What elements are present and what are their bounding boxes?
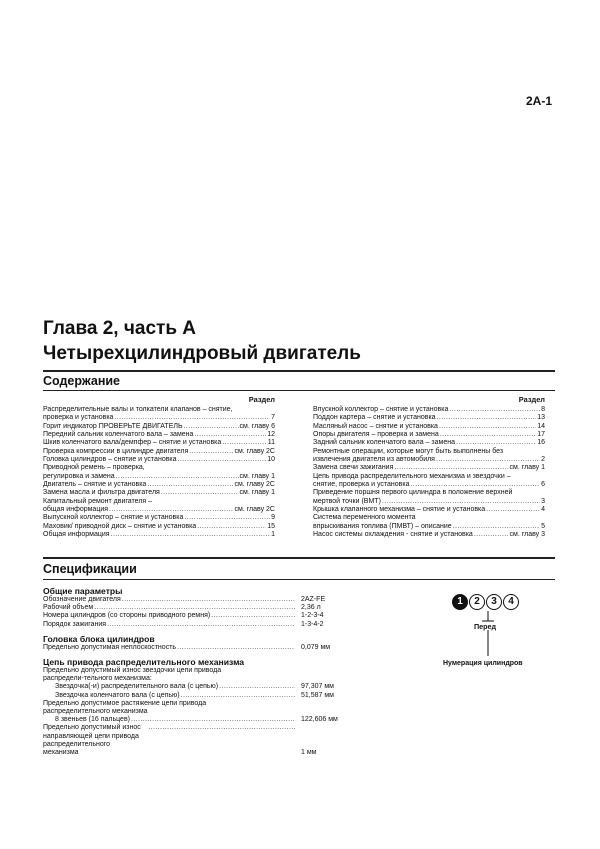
dot-leader <box>449 406 540 414</box>
toc-entry-text: Поддон картера – снятие и установка <box>313 414 436 422</box>
toc-entry-text: Общая информация <box>43 531 110 539</box>
toc-entry-ref: 5 <box>541 522 545 530</box>
dot-leader <box>197 523 266 531</box>
spec-label: Номера цилиндров (со стороны приводного ремня) <box>43 612 211 620</box>
spec-label: Порядок зажигания <box>43 620 107 628</box>
spec-row <box>43 692 343 700</box>
spec-row <box>43 667 343 683</box>
toc-entry-text: регулировка и замена <box>43 472 115 480</box>
spec-row <box>43 612 343 620</box>
toc-entry <box>313 514 545 531</box>
toc-entry-ref: см. главу 2C <box>234 447 275 455</box>
toc-entry-text: Маховик/ приводной диск – снятие и установка <box>43 522 197 530</box>
toc-entry-text: Насос системы охлаждения - снятие и установка <box>313 531 473 539</box>
toc-entry-text: Впускной коллектор – снятие и установка <box>313 406 449 413</box>
toc-entry-ref: см. главу 2C <box>234 506 275 514</box>
contents-column-header: Раздел <box>248 395 275 404</box>
chapter-title <box>43 316 361 366</box>
specs-bottom-rule <box>43 579 555 580</box>
spec-label: Предельно допустимая неплоскостность <box>43 643 177 651</box>
toc-entry-ref: 13 <box>537 414 545 422</box>
dot-leader <box>211 612 295 620</box>
dot-leader <box>456 439 536 447</box>
toc-entry-ref: 12 <box>267 431 275 439</box>
toc-entry-text: Опоры двигателя – проверка и замена <box>313 431 439 439</box>
toc-entry-text: Задний сальник коленчатого вала – замена <box>313 439 455 447</box>
toc-entry-ref: 17 <box>537 431 545 439</box>
toc-entry-ref: 14 <box>537 422 545 430</box>
dot-leader <box>122 596 295 604</box>
toc-entry-text: Цепь привода распределительного механизма и звездочки – <box>313 472 511 480</box>
toc-entry-text: общая информация <box>43 506 109 514</box>
toc-entry <box>43 531 275 539</box>
dot-leader <box>181 692 295 700</box>
dot-leader <box>148 724 295 732</box>
spec-group-title: Общие параметры <box>43 586 123 596</box>
toc-entry-text: Крышка клапанного механизма – снятие и установка <box>313 506 486 514</box>
spec-value: 1 мм <box>301 749 317 757</box>
toc-entry-text: Ремонтные операции, которые могут быть выполнены без <box>313 447 504 455</box>
toc-entry-text: Выпускной коллектор – снятие и установка <box>43 514 184 522</box>
spec-value: 0,079 мм <box>301 643 331 651</box>
specs-heading: Спецификации <box>43 562 137 576</box>
spec-label: Рабочий объем <box>43 604 94 612</box>
toc-entry-text: мертвой точки (ВМТ) <box>313 497 381 505</box>
toc-entry-ref: см. главу 1 <box>239 489 275 497</box>
toc-entry-ref: 3 <box>541 497 545 505</box>
toc-entry <box>43 523 275 531</box>
specs-list <box>43 586 343 757</box>
dot-leader <box>436 456 540 464</box>
toc-entry-text: Горит индикатор ПРОВЕРЬТЕ ДВИГАТЕЛЬ <box>43 422 183 430</box>
toc-entry-ref: 4 <box>541 506 545 514</box>
toc-entry <box>43 439 275 447</box>
toc-entry-text: впрыскивания топлива (ПМВТ) – описание <box>313 522 452 530</box>
cylinder-4-icon: 4 <box>503 594 519 610</box>
dot-leader <box>194 431 266 439</box>
cylinder-1-icon: 1 <box>452 594 468 610</box>
toc-entry-ref: см. главу 6 <box>239 422 275 430</box>
toc-entry <box>43 423 275 431</box>
contents-left-column <box>43 396 275 540</box>
contents-heading: Содержание <box>43 374 121 388</box>
toc-entry-ref: см. главу 1 <box>509 464 545 472</box>
spec-row <box>43 621 343 629</box>
toc-entry-ref: 11 <box>267 439 275 447</box>
spec-group-title: Головка блока цилиндров <box>43 633 155 644</box>
toc-entry <box>313 489 545 506</box>
toc-entry <box>43 489 275 497</box>
toc-entry-ref: 7 <box>271 414 275 422</box>
dot-leader <box>111 531 271 539</box>
toc-entry-text: Приводной ремень – проверка, <box>43 464 145 472</box>
toc-entry-text: Шкив коленчатого вала/демпфер – снятие и установка <box>43 439 222 447</box>
toc-entry <box>313 464 545 472</box>
toc-entry-text: Замена свечи зажигания <box>313 464 394 472</box>
toc-entry <box>313 448 545 465</box>
toc-entry-text: Распределительные валы и толкатели клапанов – снятие, <box>43 406 233 413</box>
spec-label: Звездочка(-и) распределительного вала (с цепью) <box>55 683 219 691</box>
spec-row <box>43 596 343 604</box>
dot-leader <box>184 423 239 431</box>
spec-label: Обозначение двигателя <box>43 596 121 603</box>
toc-entry <box>313 506 545 514</box>
chapter-title-line1: Глава 2, часть А <box>43 318 197 339</box>
spec-label: Предельно допустимое растяжение цепи привода распределительного механизма <box>43 699 207 716</box>
spec-value: 51,587 мм <box>301 691 334 699</box>
toc-entry <box>43 431 275 439</box>
toc-entry-ref: 8 <box>541 406 545 413</box>
spec-value: 97,307 мм <box>301 683 334 691</box>
dot-leader <box>189 448 233 456</box>
dot-leader <box>394 464 508 472</box>
toc-entry-text: извлечения двигателя из автомобиля <box>313 456 435 464</box>
toc-entry <box>313 531 545 539</box>
toc-entry-text: Замена масла и фильтра двигателя <box>43 489 160 497</box>
dot-leader <box>453 523 540 531</box>
toc-entry-text: Система переменного момента <box>313 514 416 522</box>
spec-value: 1-2-3-4 <box>301 612 324 620</box>
spec-value: 2,36 л <box>301 604 321 612</box>
contents-right-column <box>313 396 545 540</box>
toc-entry <box>43 481 275 489</box>
toc-entry-ref: 10 <box>267 456 275 464</box>
dot-leader <box>178 456 267 464</box>
spec-value: 1-3-4-2 <box>301 620 324 628</box>
spec-row <box>43 724 343 757</box>
toc-entry-ref: 9 <box>271 514 275 522</box>
toc-entry-ref: см. главу 2C <box>234 481 275 489</box>
toc-entry-ref: 2 <box>541 456 545 464</box>
dot-leader <box>131 716 295 724</box>
dot-leader <box>474 531 509 539</box>
dot-leader <box>184 514 270 522</box>
spec-group-title: Цепь привода распределительного механизма <box>43 657 245 668</box>
dot-leader <box>439 423 536 431</box>
toc-entry-ref: см. главу 1 <box>239 472 275 480</box>
contents-top-rule <box>43 370 555 372</box>
contents-column-header: Раздел <box>518 395 545 404</box>
front-label: Перед <box>474 622 497 631</box>
dot-leader <box>147 481 233 489</box>
toc-entry-text: Передний сальник коленчатого вала – замена <box>43 431 194 439</box>
toc-entry <box>43 514 275 522</box>
dot-leader <box>116 473 239 481</box>
toc-entry <box>43 448 275 456</box>
spec-row <box>43 604 343 612</box>
toc-entry <box>43 498 275 515</box>
spec-row <box>43 644 343 652</box>
dot-leader <box>219 683 295 691</box>
dot-leader <box>94 604 295 612</box>
toc-entry <box>313 423 545 431</box>
toc-entry-text: Проверка компрессии в цилиндре двигателя <box>43 447 189 455</box>
toc-entry-text: проверка и установка <box>43 414 114 422</box>
spec-row <box>43 683 343 691</box>
spec-label: Звездочка коленчатого вала (с цепью) <box>55 691 180 699</box>
toc-entry-ref: см. главу 3 <box>509 531 545 539</box>
dot-leader <box>177 644 295 652</box>
toc-entry-ref: 16 <box>537 439 545 447</box>
toc-entry <box>313 406 545 414</box>
spec-value: 2AZ-FE <box>301 596 326 603</box>
toc-entry-ref: 15 <box>267 522 275 530</box>
toc-entry-text: Головка цилиндров – снятие и установка <box>43 456 177 464</box>
cylinder-numbering-caption: Нумерация цилиндров <box>443 660 523 667</box>
spec-label: Предельно допустимый износ направляющей цепи привода распределительного механизма <box>43 724 141 757</box>
cylinder-2-icon: 2 <box>469 594 485 610</box>
specs-top-rule <box>43 557 555 559</box>
dot-leader <box>222 439 266 447</box>
toc-entry <box>43 464 275 481</box>
spec-row <box>43 700 343 716</box>
dot-leader <box>114 414 270 422</box>
contents-bottom-rule <box>43 390 555 391</box>
toc-entry-ref: 6 <box>541 481 545 489</box>
page-number: 2A-1 <box>525 94 552 108</box>
toc-entry <box>43 406 275 423</box>
toc-entry-ref: 1 <box>271 531 275 539</box>
toc-entry <box>313 439 545 447</box>
dot-leader <box>161 489 239 497</box>
toc-entry-text: Двигатель – снятие и установка <box>43 481 147 489</box>
toc-entry <box>313 473 545 490</box>
dot-leader <box>382 498 540 506</box>
dot-leader <box>437 414 537 422</box>
toc-entry-text: Приведение поршня первого цилиндра в положение верхней <box>313 489 513 497</box>
toc-entry <box>313 414 545 422</box>
toc-entry-text: Масляный насос – снятие и установка <box>313 422 438 430</box>
dot-leader <box>486 506 540 514</box>
spec-label: Предельно допустимый износ звездочки цепи привода распредели-тельного механизма: <box>43 667 222 683</box>
spec-value: 122,606 мм <box>301 716 338 724</box>
toc-entry-text: Капитальный ремонт двигателя – <box>43 497 153 505</box>
spec-label: 8 звеньев (16 пальцев) <box>55 716 131 724</box>
toc-entry-text: снятие, проверка и установка <box>313 481 410 489</box>
dot-leader <box>107 621 295 629</box>
cylinder-3-icon: 3 <box>486 594 502 610</box>
chapter-title-line2: Четырехцилиндровый двигатель <box>43 343 361 364</box>
